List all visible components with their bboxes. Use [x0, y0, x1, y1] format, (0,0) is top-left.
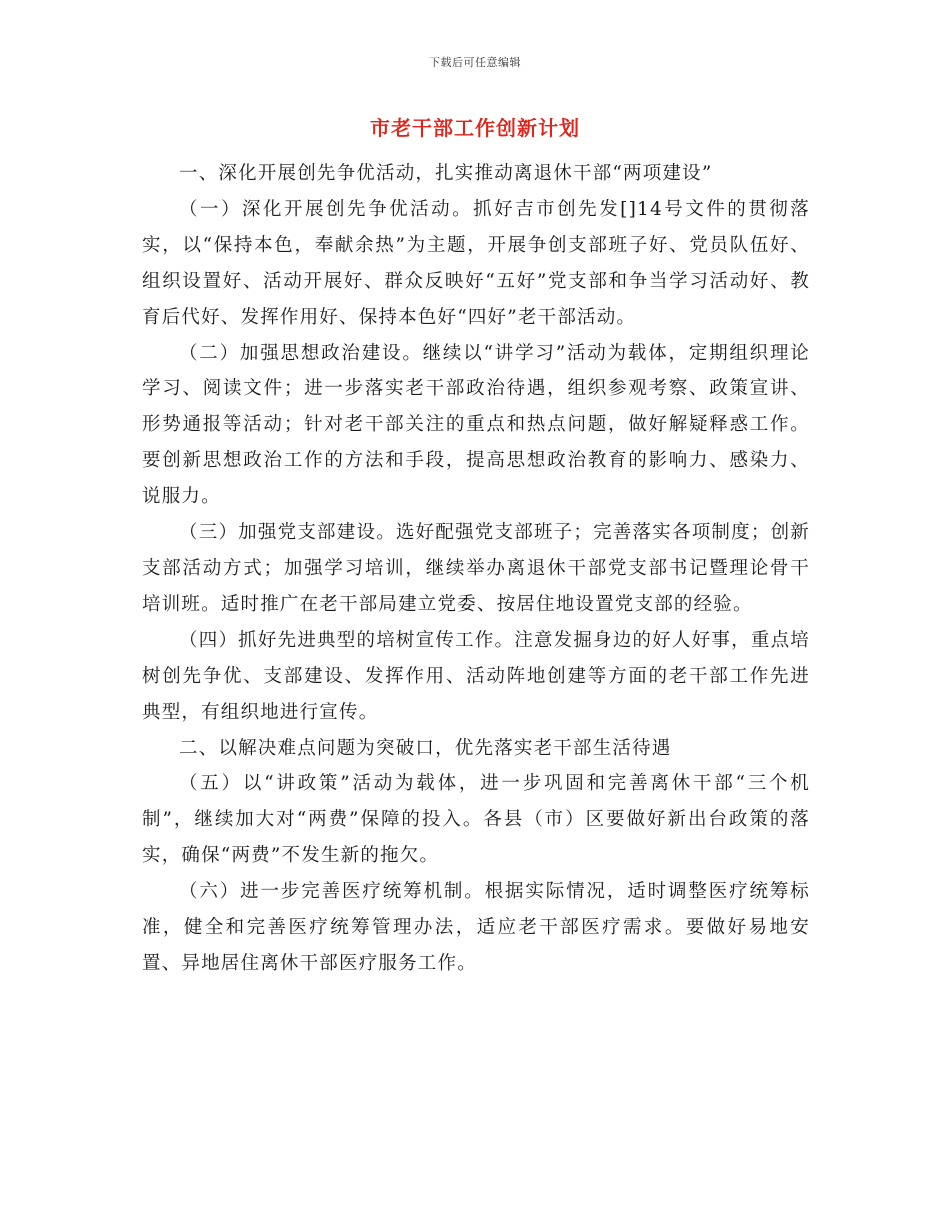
paragraph-item-2: （二）加强思想政治建设。继续以“讲学习”活动为载体，定期组织理论学习、阅读文件；进一步落实老干部政治待遇，组织参观考察、政策宣讲、形势通报等活动；针对老干部关注的重点和热点问题，做好解疑释惑工作。要创新思想政治工作的方法和手段，提高思想政治教育的影响力、感染力、说服力。: [142, 342, 810, 508]
paragraph-item-4: （四）抓好先进典型的培树宣传工作。注意发掘身边的好人好事，重点培树创先争优、支部建设、发挥作用、活动阵地创建等方面的老干部工作先进典型，有组织地进行宣传。: [142, 629, 810, 723]
section-heading-2: 二、以解决难点问题为突破口，优先落实老干部生活待遇: [179, 737, 672, 759]
paragraph-item-5: （五）以“讲政策”活动为载体，进一步巩固和完善离休干部“三个机制”，继续加大对“两费”保障的投入。各县（市）区要做好新出台政策的落实，确保“两费”不发生新的拖欠。: [142, 773, 810, 867]
header-note: 下载后可任意编辑: [429, 56, 521, 69]
document-body: [142, 156, 810, 982]
paragraph-item-1: （一）深化开展创先争优活动。抓好吉市创先发[]14号文件的贯彻落实，以“保持本色，奉献余热”为主题，开展争创支部班子好、党员队伍好、组织设置好、活动开展好、群众反映好“五好”党支部和争当学习活动好、教育后代好、发挥作用好、保持本色好“四好”老干部活动。: [142, 198, 810, 328]
section-heading-1: 一、深化开展创先争优活动，扎实推动离退休干部“两项建设”: [179, 163, 713, 184]
paragraph-item-3: （三）加强党支部建设。选好配强党支部班子；完善落实各项制度；创新支部活动方式；加强学习培训，继续举办离退休干部党支部书记暨理论骨干培训班。适时推广在老干部局建立党委、按居住地设置党支部的经验。: [142, 522, 810, 615]
paragraph-item-6: （六）进一步完善医疗统筹机制。根据实际情况，适时调整医疗统筹标准，健全和完善医疗统筹管理办法，适应老干部医疗需求。要做好易地安置、异地居住离休干部医疗服务工作。: [142, 881, 810, 974]
document-title: 市老干部工作创新计划: [370, 116, 580, 140]
